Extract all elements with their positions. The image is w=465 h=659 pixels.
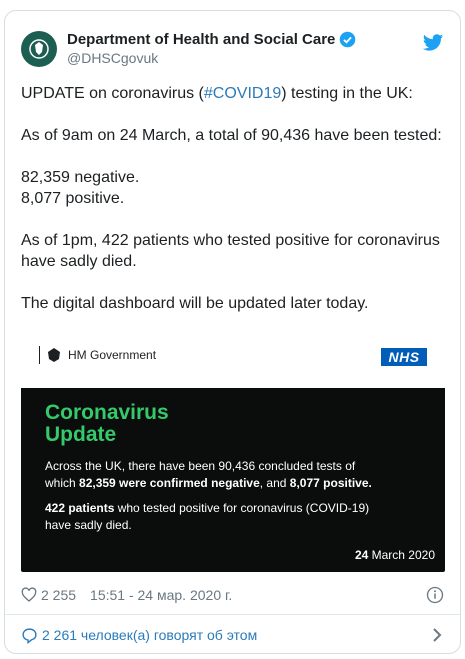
account-names bbox=[67, 31, 356, 66]
update-date: 24 March 2020 bbox=[354, 548, 435, 562]
royal-arms-icon bbox=[45, 347, 63, 363]
tweet-text: UPDATE on coronavirus (#COVID19) testing in the UK: As of 9am on 24 March, a total of 90,436 have been tested: 82,359 negative. 8,077 positive. As of 1pm, 422 patients who tested positive for coronavirus have sadly died. The digital dashboard will be updated later today. bbox=[21, 83, 453, 335]
deaths-text: As of 1pm, 422 patients who tested positive for coronavirus have sadly died. bbox=[21, 232, 440, 270]
royal-crest-icon[interactable] bbox=[21, 31, 57, 67]
tweet-meta bbox=[21, 584, 444, 606]
tweet-header bbox=[21, 31, 444, 75]
tweet-timestamp[interactable]: 15:51 - 24 мар. 2020 г. bbox=[90, 587, 233, 603]
chevron-right-icon[interactable] bbox=[430, 627, 444, 643]
verified-badge-icon bbox=[339, 31, 356, 48]
account-display-name[interactable]: Department of Health and Social Care bbox=[67, 31, 336, 48]
tweet-image[interactable] bbox=[21, 336, 445, 572]
negative-count-text: 82,359 negative. bbox=[21, 169, 140, 186]
like-count[interactable]: 2 255 bbox=[41, 587, 77, 603]
twitter-bird-icon[interactable] bbox=[422, 33, 444, 53]
hm-government-label: HM Government bbox=[68, 348, 157, 362]
update-body: Across the UK, there have been 90,436 concluded tests of which 82,359 were confirmed negative, and 8,077 positive. 422 patients who tested positive for coronavirus (COVID-19) have sadly died. bbox=[45, 459, 372, 532]
dashboard-text: The digital dashboard will be updated later today. bbox=[21, 295, 369, 312]
account-handle[interactable]: @DHSCgovuk bbox=[67, 50, 159, 66]
hashtag-link[interactable]: #COVID19 bbox=[203, 85, 282, 102]
hm-government-logo bbox=[39, 346, 156, 364]
replies-text[interactable]: 2 261 человек(а) говорят об этом bbox=[42, 627, 258, 643]
update-panel bbox=[21, 388, 445, 572]
divider bbox=[5, 614, 460, 615]
tested-total-text: As of 9am on 24 March, a total of 90,436 have been tested: bbox=[21, 127, 442, 144]
nhs-logo: NHS bbox=[381, 348, 427, 366]
image-header bbox=[21, 336, 445, 378]
speech-bubble-icon bbox=[21, 627, 38, 644]
info-icon[interactable] bbox=[426, 586, 444, 604]
replies-link[interactable] bbox=[21, 617, 444, 653]
update-title: Coronavirus Update bbox=[45, 401, 169, 446]
positive-count-text: 8,077 positive. bbox=[21, 190, 125, 207]
tweet-card[interactable] bbox=[4, 10, 461, 654]
heart-icon[interactable] bbox=[21, 587, 37, 603]
